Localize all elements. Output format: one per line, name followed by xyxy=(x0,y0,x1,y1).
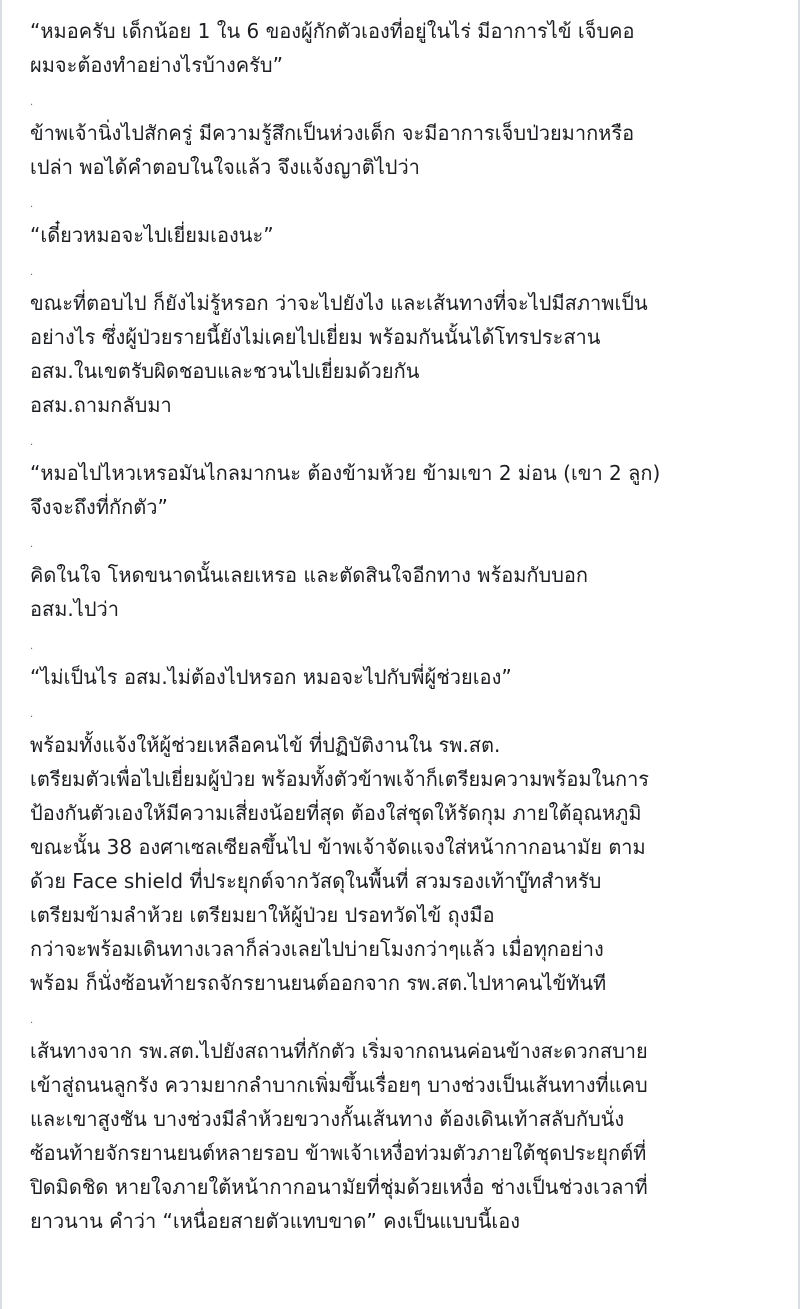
text-line: คิดในใจ โหดขนาดนั้นเลยเหรอ และตัดสินใจอีกทาง พร้อมกับบอก xyxy=(30,563,589,587)
text-line: ข้าพเจ้านิ่งไปสักครู่ มีความรู้สึกเป็นห่วงเด็ก จะมีอาการเจ็บป่วยมากหรือ xyxy=(30,121,635,145)
text-line: เตรียมตัวเพื่อไปเยี่ยมผู้ป่วย พร้อมทั้งตัวข้าพเจ้าก็เตรียมความพร้อมในการ xyxy=(30,767,650,791)
paragraph-separator xyxy=(30,82,790,116)
paragraph-separator xyxy=(30,694,790,728)
paragraph-separator xyxy=(30,252,790,286)
text-line: พร้อมทั้งแจ้งให้ผู้ช่วยเหลือคนไข้ ที่ปฏิบัติงานใน รพ.สต. xyxy=(30,733,501,757)
text-line: “หมอครับ เด็กน้อย 1 ใน 6 ของผู้กักตัวเองที่อยู่ในไร่ มีอาการไข้ เจ็บคอ xyxy=(30,19,635,43)
paragraph-separator xyxy=(30,1000,790,1034)
text-line: ขณะนั้น 38 องศาเซลเซียลขึ้นไป ข้าพเจ้าจัดแจงใส่หน้ากากอนามัย ตาม xyxy=(30,835,646,859)
separator-dot: . xyxy=(30,437,34,448)
separator-dot: . xyxy=(30,539,34,550)
paragraph xyxy=(30,728,790,1000)
text-line: อย่างไร ซึ่งผู้ป่วยรายนี้ยังไม่เคยไปเยี่ยม พร้อมกันนั้นได้โทรประสาน xyxy=(30,325,601,349)
text-line: กว่าจะพร้อมเดินทางเวลาก็ล่วงเลยไปบ่ายโมงกว่าๆแล้ว เมื่อทุกอย่าง xyxy=(30,937,604,961)
text-line: ผมจะต้องทำอย่างไรบ้างครับ” xyxy=(30,53,283,77)
text-line: “เดี๋ยวหมอจะไปเยี่ยมเองนะ” xyxy=(30,223,274,247)
text-line: ด้วย Face shield ที่ประยุกต์จากวัสดุในพื้นที่ สวมรองเท้าบู๊ทสำหรับ xyxy=(30,869,602,893)
text-line: เส้นทางจาก รพ.สต.ไปยังสถานที่กักตัว เริ่มจากถนนค่อนข้างสะดวกสบาย xyxy=(30,1039,648,1063)
text-line: เตรียมข้ามลำห้วย เตรียมยาให้ผู้ป่วย ปรอทวัดไข้ ถุงมือ xyxy=(30,903,495,927)
paragraph-separator xyxy=(30,184,790,218)
text-line: ยาวนาน คำว่า “เหนื่อยสายตัวแทบขาด” คงเป็นแบบนี้เอง xyxy=(30,1209,520,1233)
separator-dot: . xyxy=(30,641,34,652)
paragraph-separator xyxy=(30,524,790,558)
separator-dot: . xyxy=(30,709,34,720)
paragraph xyxy=(30,116,790,184)
text-line: พร้อม ก็นั่งซ้อนท้ายรถจักรยานยนต์ออกจาก รพ.สต.ไปหาคนไข้ทันที xyxy=(30,971,607,995)
paragraph xyxy=(30,286,790,422)
paragraph-separator xyxy=(30,626,790,660)
text-line: ขณะที่ตอบไป ก็ยังไม่รู้หรอก ว่าจะไปยังไง และเส้นทางที่จะไปมีสภาพเป็น xyxy=(30,291,648,315)
separator-dot: . xyxy=(30,199,34,210)
text-line: ซ้อนท้ายจักรยานยนต์หลายรอบ ข้าพเจ้าเหงื่อท่วมตัวภายใต้ชุดประยุกต์ที่ xyxy=(30,1141,647,1165)
text-line: เข้าสู่ถนนลูกรัง ความยากลำบากเพิ่มขึ้นเรื่อยๆ บางช่วงเป็นเส้นทางที่แคบ xyxy=(30,1073,648,1097)
separator-dot: . xyxy=(30,97,34,108)
paragraph-separator xyxy=(30,422,790,456)
text-line: ปิดมิดชิด หายใจภายใต้หน้ากากอนามัยที่ชุ่มด้วยเหงื่อ ช่างเป็นช่วงเวลาที่ xyxy=(30,1175,648,1199)
paragraph xyxy=(30,660,790,694)
paragraph xyxy=(30,558,790,626)
separator-dot: . xyxy=(30,267,34,278)
text-line: เปล่า พอได้คำตอบในใจแล้ว จึงแจ้งญาติไปว่า xyxy=(30,155,420,179)
text-line: จึงจะถึงที่กักตัว” xyxy=(30,495,168,519)
separator-dot: . xyxy=(30,1015,34,1026)
text-line: ป้องกันตัวเองให้มีความเสี่ยงน้อยที่สุด ต้องใส่ชุดให้รัดกุม ภายใต้อุณหภูมิ xyxy=(30,801,642,825)
text-line: “ไม่เป็นไร อสม.ไม่ต้องไปหรอก หมอจะไปกับพี่ผู้ช่วยเอง” xyxy=(30,665,512,689)
post-body xyxy=(30,14,790,1238)
text-line: และเขาสูงชัน บางช่วงมีลำห้วยขวางกั้นเส้นทาง ต้องเดินเท้าสลับกับนั่ง xyxy=(30,1107,625,1131)
paragraph xyxy=(30,218,790,252)
paragraph xyxy=(30,14,790,82)
paragraph xyxy=(30,1034,790,1238)
paragraph xyxy=(30,456,790,524)
text-line: อสม.ในเขตรับผิดชอบและชวนไปเยี่ยมด้วยกัน xyxy=(30,359,420,383)
text-line: “หมอไปไหวเหรอมันไกลมากนะ ต้องข้ามห้วย ข้ามเขา 2 ม่อน (เขา 2 ลูก) xyxy=(30,461,661,485)
text-line: อสม.ไปว่า xyxy=(30,597,119,621)
text-line: อสม.ถามกลับมา xyxy=(30,393,172,417)
